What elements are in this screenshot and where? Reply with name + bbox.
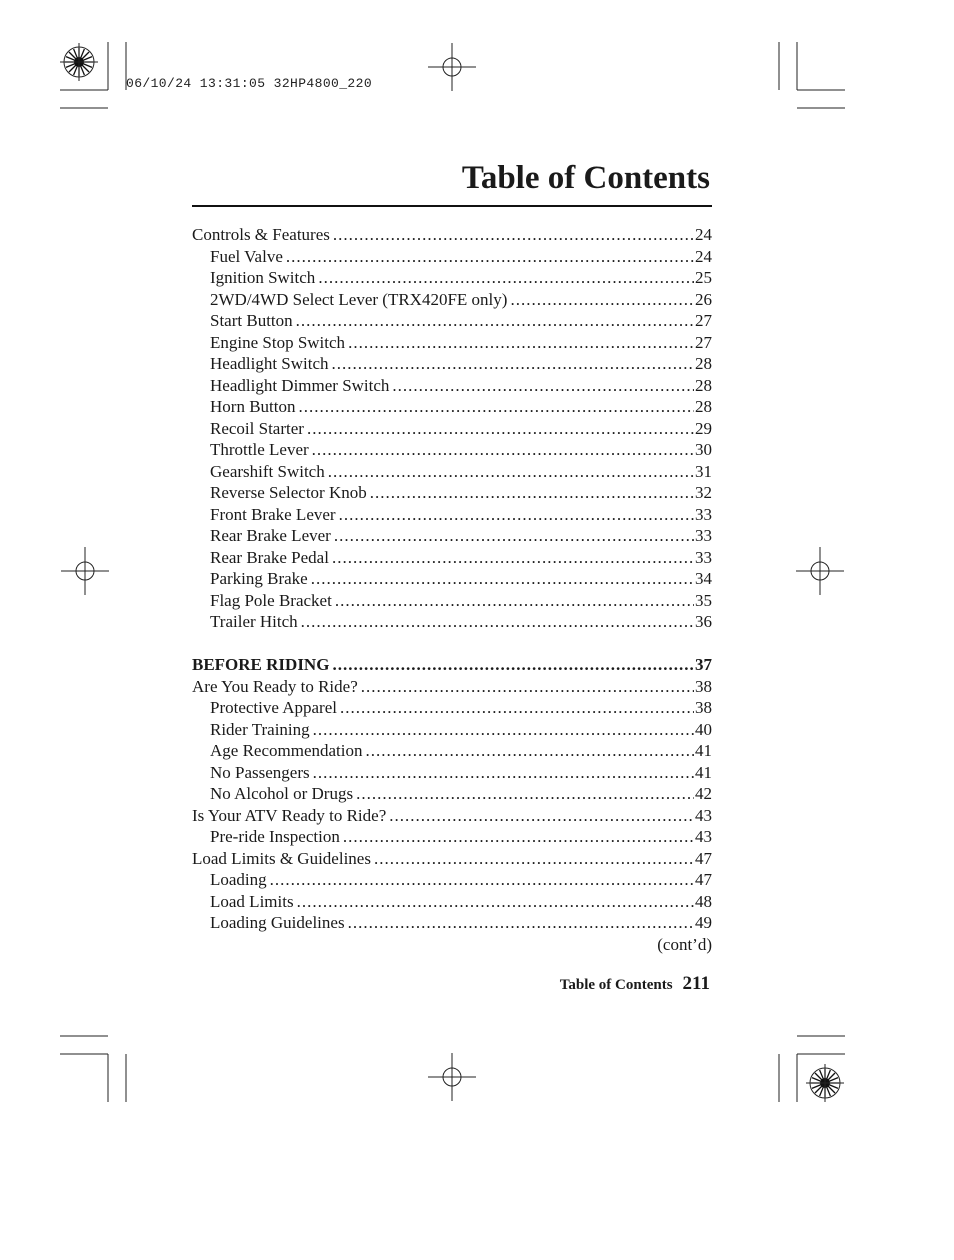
toc-entry-page: 41 xyxy=(695,741,712,760)
toc-entry-label: Front Brake Lever xyxy=(210,504,336,524)
toc-entry-page: 35 xyxy=(695,590,712,610)
toc-entry-label: Reverse Selector Knob xyxy=(210,483,367,502)
dot-leader xyxy=(332,353,694,375)
dot-leader xyxy=(332,547,694,569)
toc-entry-label: Loading Guidelines xyxy=(210,913,345,932)
toc-entry-label: Headlight Switch xyxy=(210,354,329,373)
toc-entry-page: 33 xyxy=(695,547,712,567)
dot-leader xyxy=(361,676,694,698)
continued-note: (cont’d) xyxy=(657,935,712,954)
toc-entry-page: 24 xyxy=(695,246,712,266)
toc-entry-label: Start Button xyxy=(210,311,293,330)
dot-leader xyxy=(510,289,694,311)
dot-leader xyxy=(270,869,694,891)
toc-entry[interactable] xyxy=(192,224,712,246)
dot-leader xyxy=(313,762,694,784)
toc-entry-page: 32 xyxy=(695,483,712,502)
toc-entry[interactable] xyxy=(192,869,712,891)
page-footer xyxy=(192,973,710,995)
toc-entry-label: Ignition Switch xyxy=(210,268,316,287)
dot-leader xyxy=(335,590,694,612)
toc-entry-label: 2WD/4WD Select Lever (TRX420FE only) xyxy=(210,289,508,309)
toc-entry-page: 27 xyxy=(695,311,712,330)
dot-leader xyxy=(348,912,694,934)
toc-entry[interactable] xyxy=(192,762,712,784)
dot-leader xyxy=(296,310,694,332)
toc-list xyxy=(192,224,712,934)
toc-entry-page: 47 xyxy=(695,848,712,868)
toc-entry[interactable] xyxy=(192,719,712,741)
toc-entry-page: 33 xyxy=(695,504,712,524)
toc-entry-label: Throttle Lever xyxy=(210,440,309,459)
toc-entry-label: Rider Training xyxy=(210,719,310,739)
registration-starburst-icon xyxy=(806,1064,844,1102)
toc-entry[interactable] xyxy=(192,246,712,268)
dot-leader xyxy=(307,418,694,440)
toc-entry-page: 36 xyxy=(695,612,712,631)
toc-entry-label: Fuel Valve xyxy=(210,246,283,266)
dot-leader xyxy=(374,848,694,870)
page-number: 211 xyxy=(682,973,710,994)
toc-entry[interactable] xyxy=(192,482,712,504)
toc-entry-page: 28 xyxy=(695,354,712,373)
dot-leader xyxy=(356,783,694,805)
toc-entry[interactable] xyxy=(192,525,712,547)
toc-entry-page: 24 xyxy=(695,225,712,244)
toc-entry-label: Headlight Dimmer Switch xyxy=(210,375,390,395)
dot-leader xyxy=(332,654,694,676)
toc-entry-page: 49 xyxy=(695,913,712,932)
dot-leader xyxy=(343,826,694,848)
dot-leader xyxy=(339,504,694,526)
toc-entry-label: Controls & Features xyxy=(192,225,330,244)
dot-leader xyxy=(312,439,694,461)
toc-entry-page: 30 xyxy=(695,440,712,459)
toc-entry[interactable] xyxy=(192,783,712,805)
toc-entry-page: 37 xyxy=(695,655,712,674)
dot-leader xyxy=(313,719,694,741)
toc-entry-label: Parking Brake xyxy=(210,569,308,588)
dot-leader xyxy=(333,224,694,246)
toc-entry-page: 42 xyxy=(695,784,712,803)
toc-entry-page: 48 xyxy=(695,891,712,911)
toc-entry[interactable] xyxy=(192,267,712,289)
toc-entry-label: Are You Ready to Ride? xyxy=(192,676,358,696)
toc-entry-page: 43 xyxy=(695,805,712,825)
toc-entry-label: Horn Button xyxy=(210,397,296,416)
toc-entry[interactable] xyxy=(192,676,712,698)
toc-entry-label: No Passengers xyxy=(210,762,310,782)
toc-entry[interactable] xyxy=(192,568,712,590)
toc-entry[interactable] xyxy=(192,826,712,848)
toc-entry-label: Age Recommendation xyxy=(210,741,363,760)
dot-leader xyxy=(311,568,694,590)
toc-entry[interactable] xyxy=(192,418,712,440)
toc-entry[interactable] xyxy=(192,697,712,719)
toc-entry-label: Protective Apparel xyxy=(210,698,337,717)
dot-leader xyxy=(389,805,694,827)
toc-entry-label: BEFORE RIDING xyxy=(192,655,330,674)
toc-entry-page: 29 xyxy=(695,418,712,438)
dot-leader xyxy=(392,375,694,397)
dot-leader xyxy=(328,461,694,483)
toc-entry-page: 47 xyxy=(695,870,712,889)
toc-entry[interactable] xyxy=(192,396,712,418)
toc-entry-label: Gearshift Switch xyxy=(210,461,325,481)
footer-section-label: Table of Contents xyxy=(559,977,673,993)
toc-entry[interactable] xyxy=(192,310,712,332)
toc-entry-label: Rear Brake Pedal xyxy=(210,547,329,567)
toc-entry-page: 38 xyxy=(695,676,712,696)
toc-entry-page: 41 xyxy=(695,762,712,782)
toc-entry[interactable] xyxy=(192,848,712,870)
toc-entry-page: 34 xyxy=(695,569,712,588)
toc-entry-page: 28 xyxy=(695,375,712,395)
toc-entry[interactable] xyxy=(192,547,712,569)
toc-entry[interactable] xyxy=(192,439,712,461)
toc-entry-page: 38 xyxy=(695,698,712,717)
dot-leader xyxy=(297,891,694,913)
dot-leader xyxy=(348,332,694,354)
toc-entry-label: No Alcohol or Drugs xyxy=(210,784,354,803)
toc-entry[interactable] xyxy=(192,375,712,397)
toc-entry-label: Is Your ATV Ready to Ride? xyxy=(192,805,387,825)
toc-entry-label: Pre-ride Inspection xyxy=(210,827,340,846)
toc-entry[interactable] xyxy=(192,611,712,633)
dot-leader xyxy=(318,267,694,289)
toc-entry-label: Flag Pole Bracket xyxy=(210,590,332,610)
toc-entry[interactable] xyxy=(192,654,712,676)
dot-leader xyxy=(301,611,694,633)
toc-entry-label: Rear Brake Lever xyxy=(210,526,331,545)
toc-entry-page: 33 xyxy=(695,526,712,545)
dot-leader xyxy=(370,482,694,504)
dot-leader xyxy=(334,525,694,547)
toc-entry-label: Loading xyxy=(210,870,267,889)
toc-entry-label: Load Limits xyxy=(210,891,294,911)
toc-entry-label: Recoil Starter xyxy=(210,418,304,438)
title-divider xyxy=(192,205,712,207)
dot-leader xyxy=(298,396,694,418)
toc-entry[interactable] xyxy=(192,461,712,483)
toc-entry[interactable] xyxy=(192,740,712,762)
toc-entry[interactable] xyxy=(192,504,712,526)
dot-leader xyxy=(286,246,694,268)
toc-entry-page: 26 xyxy=(695,289,712,309)
page-title: Table of Contents xyxy=(461,160,710,196)
dot-leader xyxy=(366,740,695,762)
toc-entry-label: Engine Stop Switch xyxy=(210,332,346,352)
toc-entry-label: Trailer Hitch xyxy=(210,612,298,631)
toc-entry-page: 43 xyxy=(695,827,712,846)
toc-entry[interactable] xyxy=(192,805,712,827)
toc-entry-page: 40 xyxy=(695,719,712,739)
toc-entry[interactable] xyxy=(192,590,712,612)
toc-entry-page: 27 xyxy=(695,332,712,352)
toc-entry[interactable] xyxy=(192,289,712,311)
toc-entry[interactable] xyxy=(192,332,712,354)
dot-leader xyxy=(340,697,694,719)
toc-entry-page: 28 xyxy=(695,397,712,416)
toc-entry-page: 31 xyxy=(695,461,712,481)
registration-starburst-icon xyxy=(60,43,98,81)
print-timestamp: 06/10/24 13:31:05 32HP4800_220 xyxy=(126,76,373,91)
toc-entry-label: Load Limits & Guidelines xyxy=(192,848,371,868)
toc-entry[interactable] xyxy=(192,891,712,913)
toc-entry[interactable] xyxy=(192,912,712,934)
toc-entry[interactable] xyxy=(192,353,712,375)
toc-entry-page: 25 xyxy=(695,268,712,287)
